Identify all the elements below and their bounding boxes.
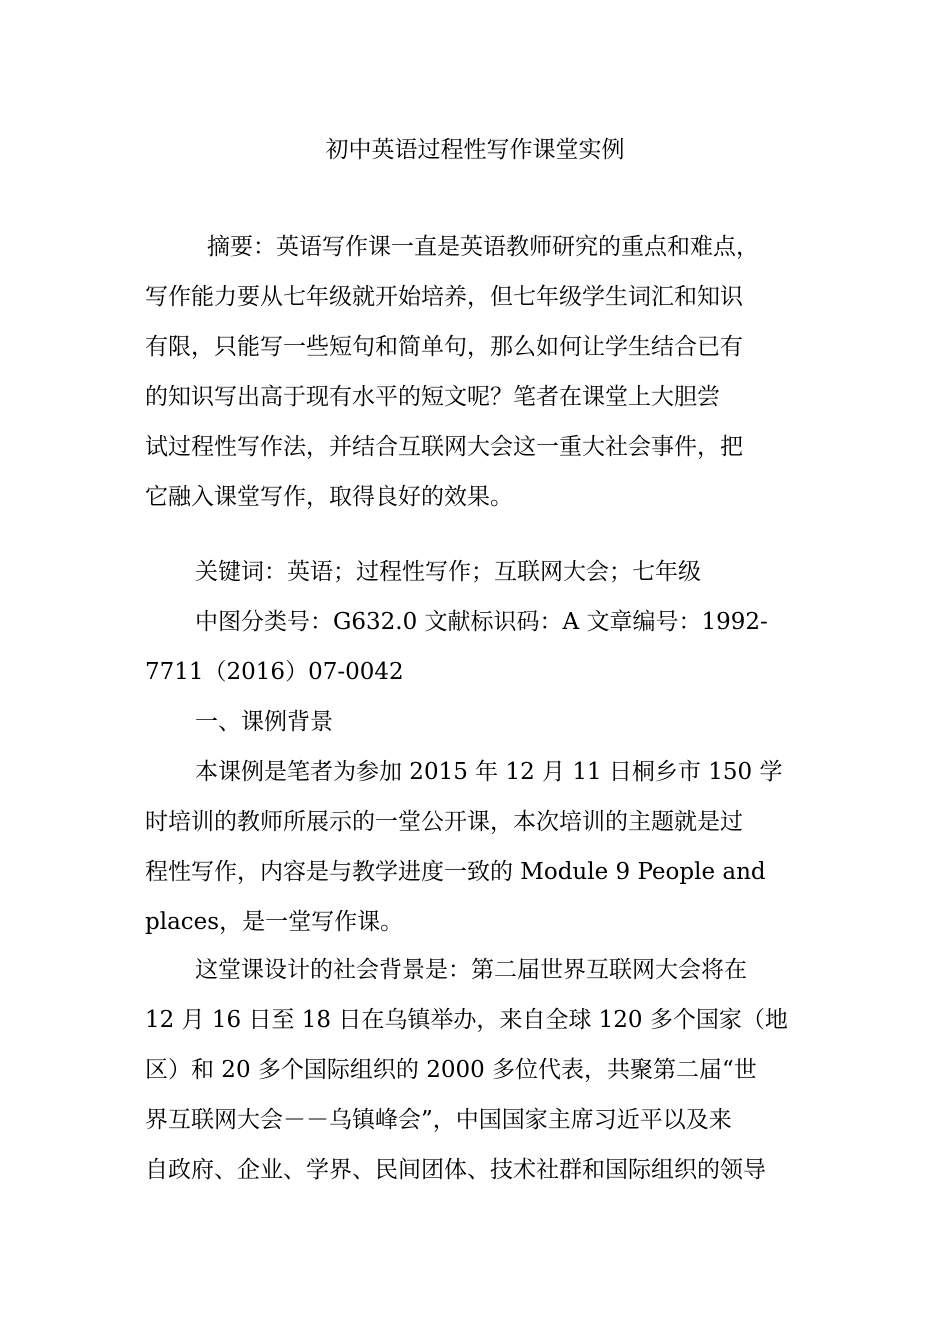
paragraph-line: 界互联网大会－－乌镇峰会”，中国国家主席习近平以及来 (145, 1107, 732, 1133)
paragraph-line: 自政府、企业、学界、民间团体、技术社群和国际组织的领导 (145, 1157, 766, 1183)
paragraph-1 (145, 747, 815, 947)
section-heading: 一、课例背景 (195, 709, 333, 735)
document-title: 初中英语过程性写作课堂实例 (325, 137, 625, 163)
abstract-line: 摘要：英语写作课一直是英语教师研究的重点和难点， (207, 234, 759, 260)
paragraph-line: 这堂课设计的社会背景是：第二届世界互联网大会将在 (195, 957, 747, 983)
keywords-line: 关键词：英语；过程性写作；互联网大会；七年级 (195, 559, 701, 585)
paragraph-2 (145, 945, 815, 1195)
abstract-line: 试过程性写作法，并结合互联网大会这一重大社会事件，把 (145, 434, 743, 460)
paragraph-line: 12 月 16 日至 18 日在乌镇举办，来自全球 120 多个国家（地 (145, 1007, 788, 1033)
abstract-line: 它融入课堂写作，取得良好的效果。 (145, 484, 513, 510)
abstract-line: 有限，只能写一些短句和简单句，那么如何让学生结合已有 (145, 334, 743, 360)
abstract-line: 写作能力要从七年级就开始培养，但七年级学生词汇和知识 (145, 284, 743, 310)
abstract-block (145, 222, 815, 522)
paragraph-line: 本课例是笔者为参加 2015 年 12 月 11 日桐乡市 150 学 (195, 759, 783, 785)
abstract-line: 的知识写出高于现有水平的短文呢？笔者在课堂上大胆尝 (145, 384, 720, 410)
classification-line: 中图分类号：G632.0 文献标识码：A 文章编号：1992- (195, 609, 768, 635)
metadata-block (145, 547, 815, 747)
paragraph-line: 区）和 20 多个国际组织的 2000 多位代表，共聚第二届“世 (145, 1057, 757, 1083)
paragraph-line: 时培训的教师所展示的一堂公开课，本次培训的主题就是过 (145, 809, 743, 835)
classification-line: 7711（2016）07-0042 (145, 659, 404, 685)
paragraph-line: places，是一堂写作课。 (145, 909, 404, 935)
paragraph-line: 程性写作，内容是与教学进度一致的 Module 9 People and (145, 859, 766, 885)
